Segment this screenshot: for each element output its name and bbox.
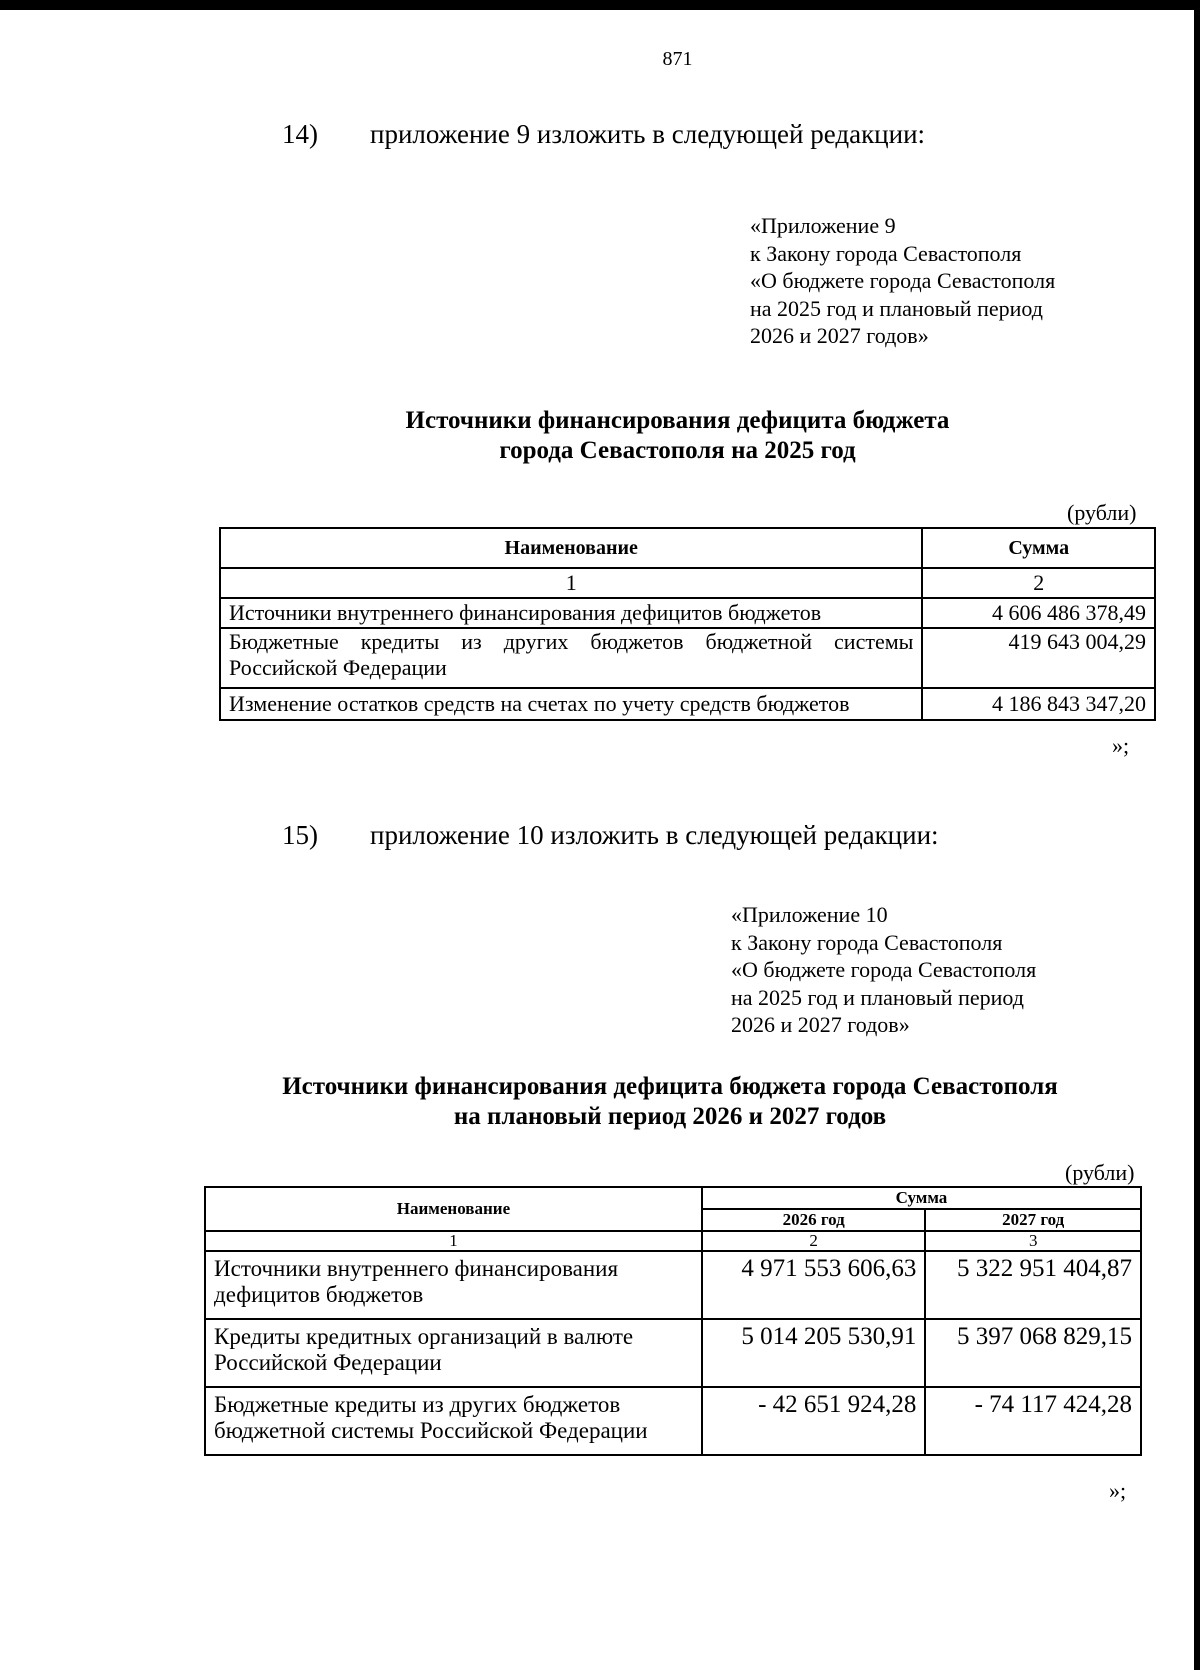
row-name: Бюджетные кредиты из других бюджетов бюджетной системы Российской Федерации [220, 628, 922, 688]
item-14-text: приложение 9 изложить в следующей редакции: [370, 119, 926, 149]
column-number: 3 [925, 1231, 1141, 1251]
row-name: Источники внутреннего финансирования дефицитов бюджетов [205, 1251, 702, 1319]
scan-border-right [1194, 0, 1200, 1670]
table-1 [219, 527, 1156, 721]
row-amount-2027: - 74 117 424,28 [925, 1387, 1141, 1455]
row-name: Бюджетные кредиты из других бюджетов бюджетной системы Российской Федерации [205, 1387, 702, 1455]
row-amount: 4 186 843 347,20 [922, 688, 1155, 720]
table-row [220, 628, 1155, 688]
appendix-9-line: к Закону города Севастополя [750, 240, 1022, 266]
row-amount: 4 606 486 378,49 [922, 598, 1155, 628]
table-1-units: (рубли) [1067, 500, 1137, 525]
table-2-closing-quote: »; [1109, 1478, 1127, 1503]
table-1-closing-quote: »; [1112, 733, 1130, 758]
row-amount-2026: 4 971 553 606,63 [702, 1251, 926, 1319]
appendix-9-line: «О бюджете города Севастополя [750, 268, 1056, 293]
table-2-title-line: Источники финансирования дефицита бюджета города Севастополя [282, 1073, 1058, 1100]
header-name: Наименование [205, 1187, 702, 1231]
row-amount-2027: 5 397 068 829,15 [925, 1319, 1141, 1387]
table-1-title-line: города Севастополя на 2025 год [499, 437, 856, 464]
header-name: Наименование [220, 528, 922, 568]
table-2-title-line: на плановый период 2026 и 2027 годов [453, 1103, 887, 1130]
row-name: Источники внутреннего финансирования дефицитов бюджетов [220, 598, 922, 628]
item-15-number: 15) [282, 820, 318, 850]
column-number: 1 [220, 568, 922, 598]
header-year-2026: 2026 год [702, 1209, 926, 1231]
appendix-9-line: на 2025 год и плановый период [750, 295, 1043, 321]
item-15-text: приложение 10 изложить в следующей редакции: [370, 820, 939, 850]
table-row [220, 598, 1155, 628]
page-number: 871 [662, 48, 693, 70]
appendix-10-line: на 2025 год и плановый период [731, 984, 1024, 1010]
table-header-row [220, 528, 1155, 568]
header-year-2027: 2027 год [925, 1209, 1141, 1231]
table-row [205, 1251, 1141, 1319]
column-number: 1 [205, 1231, 702, 1251]
appendix-10-line: 2026 и 2027 годов» [731, 1012, 910, 1037]
row-amount-2026: 5 014 205 530,91 [702, 1319, 926, 1387]
appendix-10-line: к Закону города Севастополя [731, 929, 1003, 955]
column-number-row [205, 1231, 1141, 1251]
row-amount-2026: - 42 651 924,28 [702, 1387, 926, 1455]
table-2 [204, 1186, 1142, 1456]
column-number: 2 [922, 568, 1155, 598]
appendix-9-heading [750, 212, 1055, 350]
table-row [205, 1387, 1141, 1455]
header-sum: Сумма [922, 528, 1155, 568]
appendix-9-line: «Приложение 9 [750, 213, 896, 238]
table-2-title [0, 1072, 1200, 1132]
row-name: Кредиты кредитных организаций в валюте Российской Федерации [205, 1319, 702, 1387]
header-sum: Сумма [702, 1187, 1141, 1209]
row-name: Изменение остатков средств на счетах по учету средств бюджетов [220, 688, 922, 720]
column-number: 2 [702, 1231, 926, 1251]
table-row [205, 1319, 1141, 1387]
appendix-10-line: «О бюджете города Севастополя [731, 957, 1037, 982]
item-14-number: 14) [282, 119, 318, 149]
table-1-title-line: Источники финансирования дефицита бюджета [405, 407, 950, 434]
appendix-10-heading [731, 901, 1036, 1039]
appendix-9-line: 2026 и 2027 годов» [750, 323, 929, 348]
row-amount: 419 643 004,29 [922, 628, 1155, 688]
table-1-title [0, 406, 1200, 466]
table-header-row [205, 1187, 1141, 1209]
column-number-row [220, 568, 1155, 598]
row-amount-2027: 5 322 951 404,87 [925, 1251, 1141, 1319]
table-2-units: (рубли) [1065, 1160, 1135, 1185]
appendix-10-line: «Приложение 10 [731, 902, 888, 927]
table-row [220, 688, 1155, 720]
scan-border-top [0, 0, 1200, 10]
